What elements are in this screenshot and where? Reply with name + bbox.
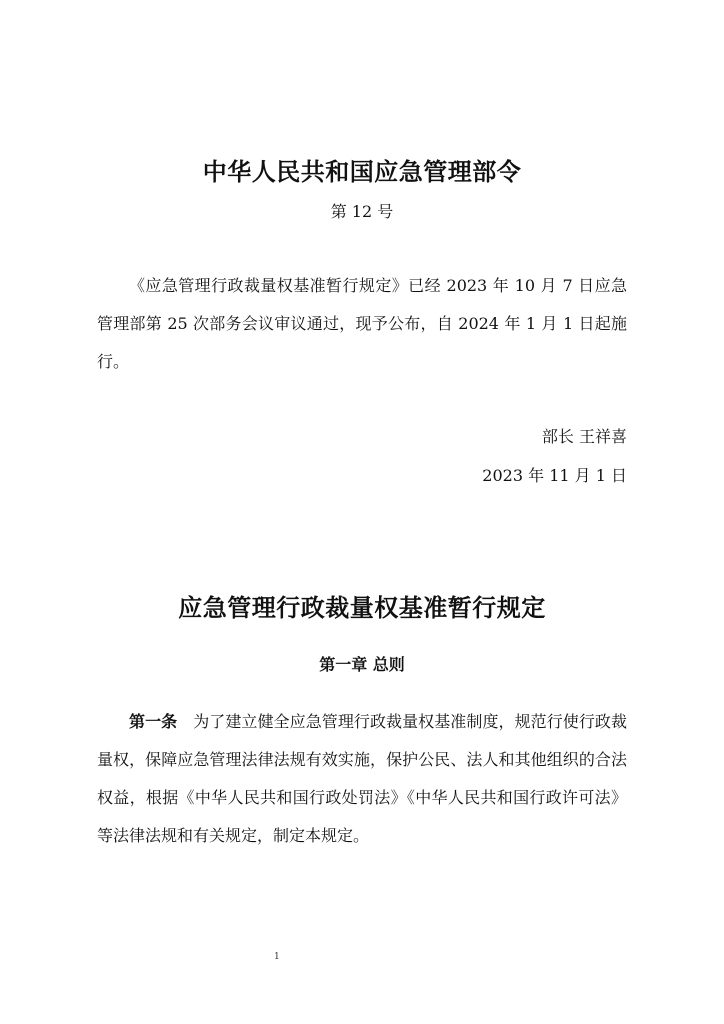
order-title: 中华人民共和国应急管理部令 (202, 158, 522, 186)
announcement-paragraph (97, 267, 627, 381)
page-number: 1 (274, 952, 280, 962)
chapter-title: 第一章 总则 (319, 655, 405, 674)
signing-date: 2023 年 11 月 1 日 (482, 466, 627, 485)
article-1 (97, 703, 627, 855)
order-number: 第 12 号 (330, 202, 394, 221)
announcement-text: 《应急管理行政裁量权基准暂行规定》已经 2023 年 10 月 7 日应急管理部第 25 次部务会议审议通过，现予公布，自 2024 年 1 月 1 日起施行。 (97, 276, 627, 371)
regulation-title: 应急管理行政裁量权基准暂行规定 (178, 594, 546, 622)
article-1-paragraph (97, 703, 627, 855)
signer: 部长 王祥喜 (541, 427, 627, 446)
article-1-label: 第一条 (129, 712, 178, 731)
article-1-text: 为了建立健全应急管理行政裁量权基准制度，规范行使行政裁量权，保障应急管理法律法规有效实施，保护公民、法人和其他组织的合法权益，根据《中华人民共和国行政处罚法》《中华人民共和国行政许可法》等法律法规和有关规定，制定本规定。 (97, 712, 627, 845)
